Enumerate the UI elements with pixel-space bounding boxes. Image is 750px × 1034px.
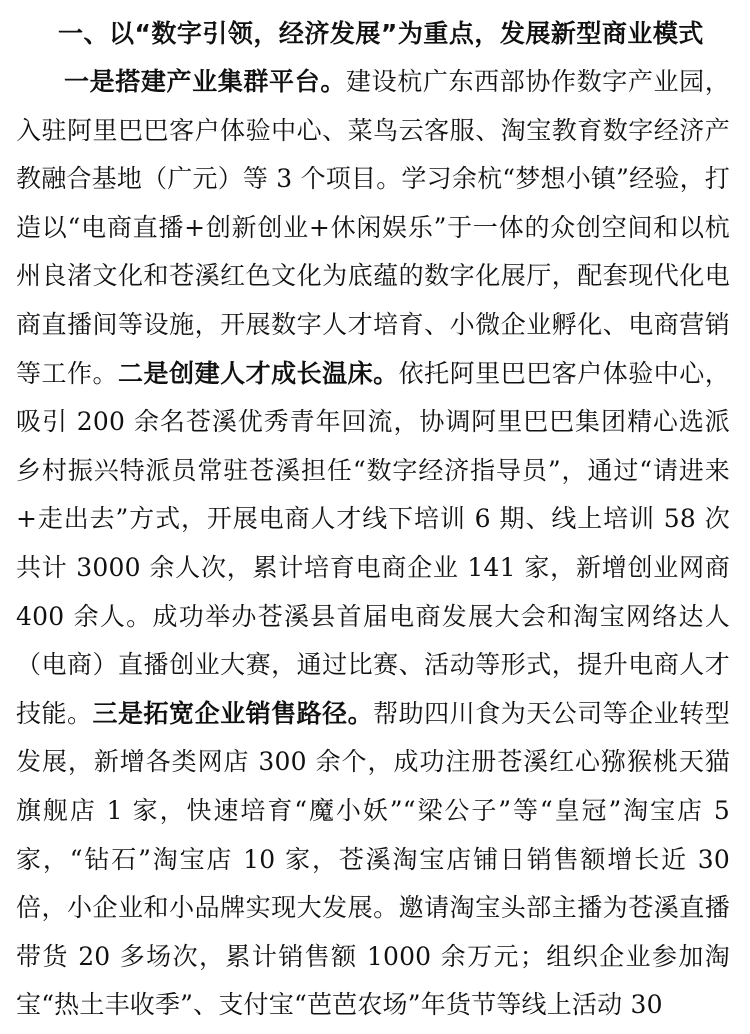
point-two-title: 二是创建人才成长温床。 xyxy=(118,358,399,388)
point-three-text: 帮助四川食为天公司等企业转型发展，新增各类网店 300 余个，成功注册苍溪红心猕猴桃天猫旗舰店 1 家，快速培育“魔小妖”“梁公子”等“皇冠”淘宝店 5 家，“钻石”淘宝店 10 家，苍溪淘宝店铺日销售额增长近 30 倍，小企业和小品牌实现大发展。邀请淘宝头部主播为苍溪直播带货 20 多场次，累计销售额 1000 余万元；组织企业参加淘宝“热土丰收季”、支付宝“芭芭农场”年货节等线上活动 30 xyxy=(16,698,730,1020)
body-paragraph xyxy=(16,58,730,1030)
point-two-text: 依托阿里巴巴客户体验中心，吸引 200 余名苍溪优秀青年回流，协调阿里巴巴集团精心选派乡村振兴特派员常驻苍溪担任“数字经济指导员”，通过“请进来+走出去”方式，开展电商人才线下培训 6 期、线上培训 58 次共计 3000 余人次，累计培育电商企业 141 家，新增创业网商 400 余人。成功举办苍溪县首届电商发展大会和淘宝网络达人（电商）直播创业大赛，通过比赛、活动等形式，提升电商人才技能。 xyxy=(16,358,730,728)
section-heading: 一、以“数字引领，经济发展”为重点，发展新型商业模式 xyxy=(58,19,704,48)
point-one-title: 一是搭建产业集群平台。 xyxy=(64,67,346,96)
point-three-title: 三是拓宽企业销售路径。 xyxy=(92,698,374,728)
point-one-text: 建设杭广东西部协作数字产业园，入驻阿里巴巴客户体验中心、菜鸟云客服、淘宝教育数字经济产教融合基地（广元）等 3 个项目。学习余杭“梦想小镇”经验，打造以“电商直播+创新创业+休闲娱乐”于一体的众创空间和以杭州良渚文化和苍溪红色文化为底蕴的数字化展厅，配套现代化电商直播间等设施，开展数字人才培育、小微企业孵化、电商营销等工作。 xyxy=(16,67,730,388)
